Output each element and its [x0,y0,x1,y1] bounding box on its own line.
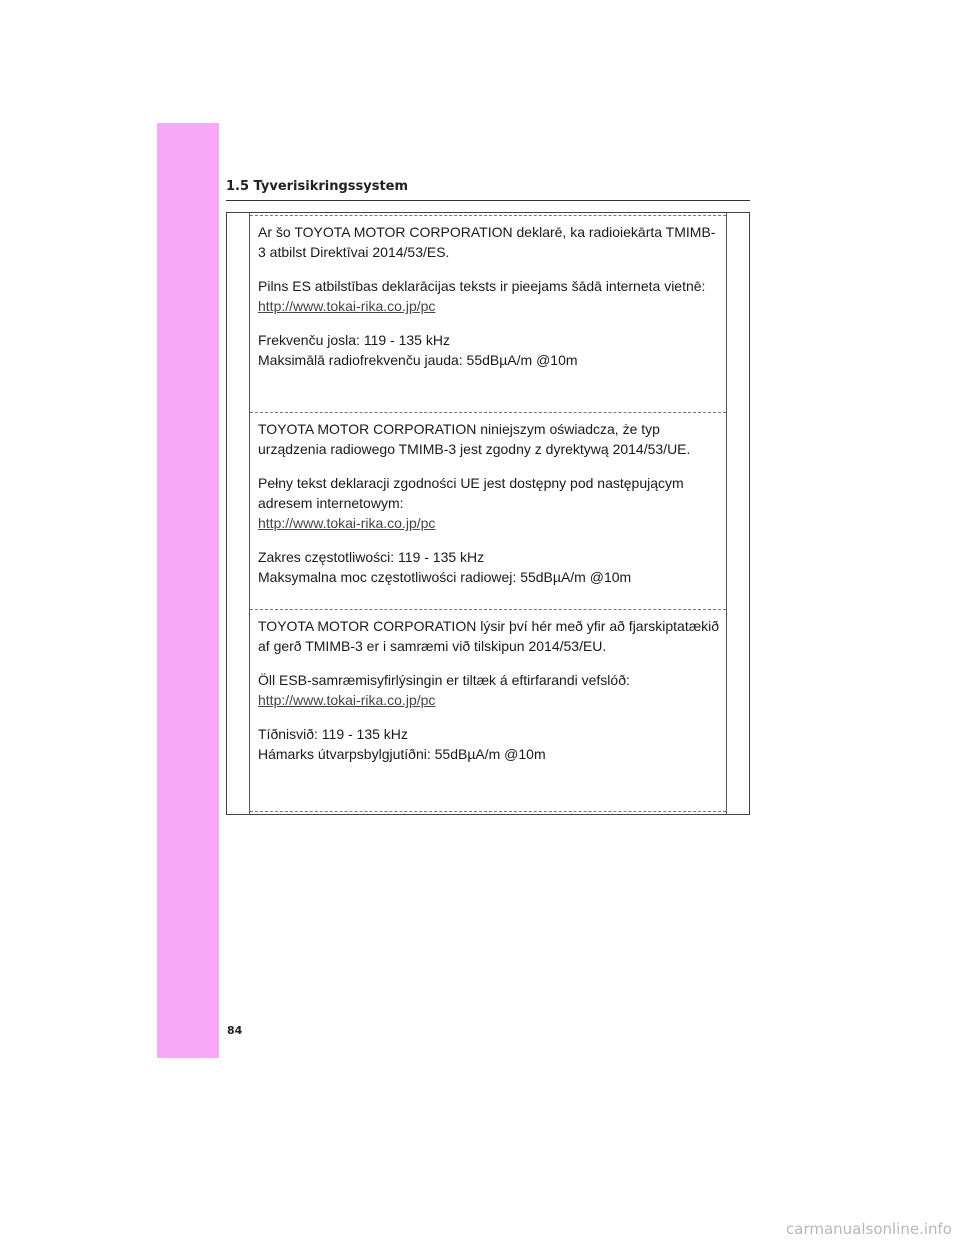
declaration-statement: Ar šo TOYOTA MOTOR CORPORATION deklarē, ka radioiekārta TMIMB-3 atbilst Direktīvai 2014/53/ES. [258,224,716,260]
frequency-band: Tíðnisvið: 119 - 135 kHz [258,726,408,742]
declaration-availability: Öll ESB-samræmisyfirlýsingin er tiltæk á eftirfarandi vefslóð: [258,672,630,688]
declaration-url-link[interactable]: http://www.tokai-rika.co.jp/pc [258,515,436,531]
declaration-block-icelandic [250,609,726,809]
max-power: Hámarks útvarpsbylgjutíðni: 55dBµA/m @10m [258,746,546,762]
max-power: Maksymalna moc częstotliwości radiowej: 55dBµA/m @10m [258,569,632,585]
scan-bottom-rule [250,811,726,812]
max-power: Maksimālā radiofrekvenču jauda: 55dBµA/m @10m [258,352,578,368]
declaration-scan [226,212,750,815]
scan-right-rule [726,213,727,814]
declaration-block-latvian [250,215,726,412]
declaration-url-link[interactable]: http://www.tokai-rika.co.jp/pc [258,692,436,708]
declaration-statement: TOYOTA MOTOR CORPORATION lýsir því hér með yfir að fjarskiptatækið af gerð TMIMB-3 er i samræmi við tilskipun 2014/53/EU. [258,618,720,654]
declaration-availability: Pilns ES atbilstības deklarācijas teksts ir pieejams šādā interneta vietnē: [258,278,706,294]
watermark: carmanualsonline.info [786,1220,952,1238]
declaration-url-link[interactable]: http://www.tokai-rika.co.jp/pc [258,298,436,314]
page-number: 84 [227,1024,243,1037]
declaration-block-polish [250,412,726,609]
frequency-band: Frekvenču josla: 119 - 135 kHz [258,332,450,348]
frequency-band: Zakres częstotliwości: 119 - 135 kHz [258,549,485,565]
declaration-availability: Pełny tekst deklaracji zgodności UE jest dostępny pod następującym adresem internetowym: [258,475,684,511]
section-title: 1.5 Tyverisikringssystem [226,180,750,201]
pink-sidebar-tab [157,123,219,1058]
declaration-statement: TOYOTA MOTOR CORPORATION niniejszym oświadcza, że typ urządzenia radiowego TMIMB-3 jest zgodny z dyrektywą 2014/53/UE. [258,421,691,457]
